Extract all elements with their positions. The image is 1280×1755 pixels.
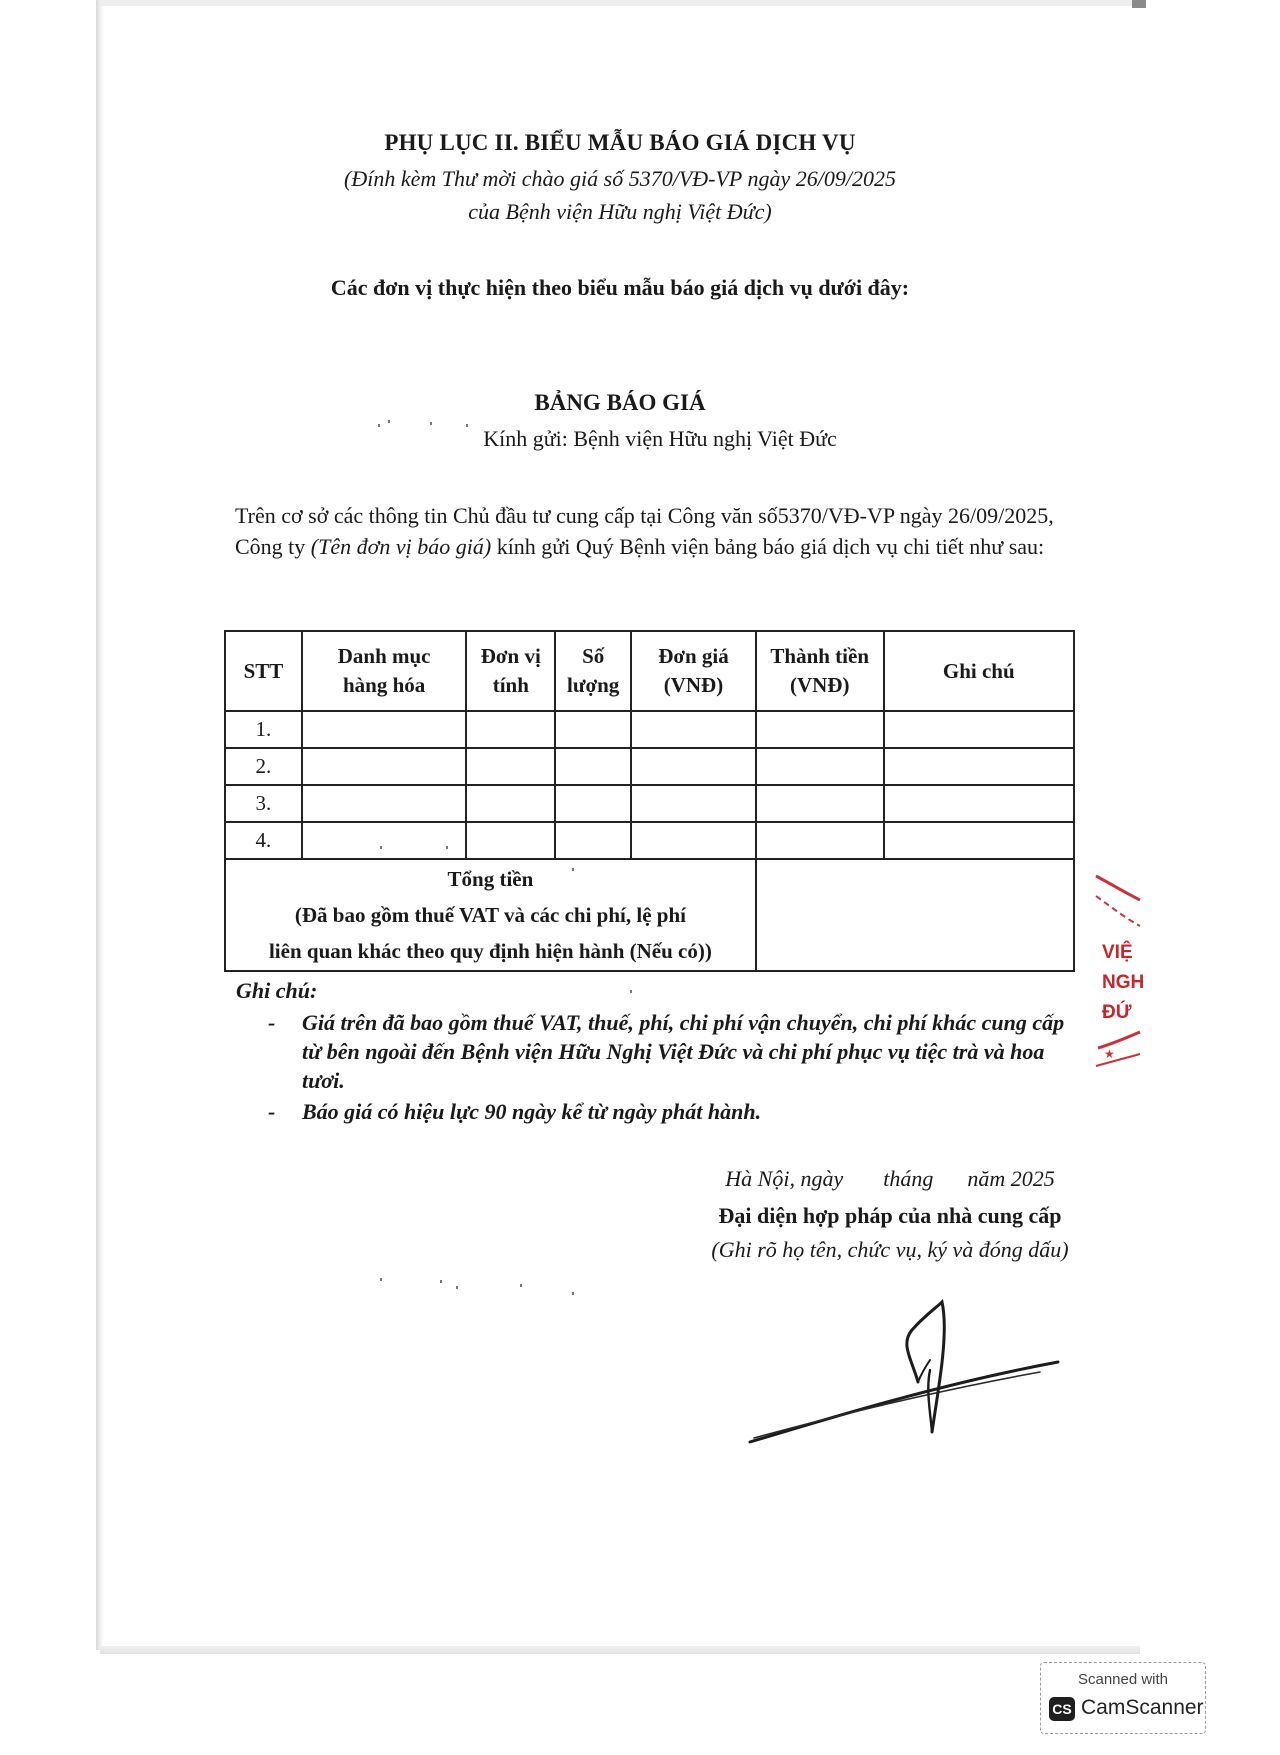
table-total-row: [225, 859, 1074, 971]
cell-unit-price: [631, 822, 756, 859]
cell-note: [884, 822, 1074, 859]
cell-quantity: [555, 785, 631, 822]
header-amount: [756, 631, 884, 711]
stamp-text-line3: ĐỨ: [1102, 1002, 1132, 1023]
scan-speck: [466, 424, 468, 427]
scan-speck: [378, 424, 380, 427]
row-number: 1.: [225, 711, 302, 748]
cell-amount: [756, 711, 884, 748]
scan-speck: [446, 846, 448, 849]
camscanner-badge: [1040, 1662, 1206, 1734]
total-label-line3: liên quan khác theo quy định hiện hành (Nếu có)): [268, 939, 712, 963]
scan-speck: [520, 1284, 522, 1287]
quote-paragraph-part2: kính gửi Quý Bệnh viện bảng báo giá dịch vụ chi tiết như sau:: [491, 534, 1045, 559]
appendix-subtitle-line1: (Đính kèm Thư mời chào giá số 5370/VĐ-VP ngày 26/09/2025: [344, 166, 896, 191]
total-label-line2: (Đã bao gồm thuế VAT và các chi phí, lệ phí: [294, 903, 686, 927]
header-amount-line2: (VNĐ): [789, 673, 850, 697]
cell-quantity: [555, 711, 631, 748]
quote-recipient: Kính gửi: Bệnh viện Hữu nghị Việt Đức: [483, 426, 837, 451]
scan-top-edge: [100, 0, 1140, 6]
cell-unit: [466, 748, 555, 785]
note-text: Báo giá có hiệu lực 90 ngày kể từ ngày phát hành.: [302, 1099, 762, 1124]
cell-quantity: [555, 822, 631, 859]
representative-title: Đại diện hợp pháp của nhà cung cấp: [718, 1203, 1062, 1228]
row-number: 3.: [225, 785, 302, 822]
stamp-text-line1: VIỆ: [1102, 942, 1133, 963]
scan-speck: [630, 990, 632, 993]
signature-date-line: [640, 1166, 1140, 1192]
total-label-line1: Tổng tiền: [447, 867, 534, 891]
scan-speck: [440, 1280, 442, 1283]
cell-quantity: [555, 748, 631, 785]
header-note: Ghi chú: [884, 631, 1074, 711]
date-city: Hà Nội, ngày: [725, 1166, 844, 1191]
cell-unit: [466, 822, 555, 859]
list-item: [262, 1008, 1082, 1095]
scan-bottom-edge: [100, 1646, 1140, 1654]
cell-amount: [756, 785, 884, 822]
header-item-line2: hàng hóa: [342, 673, 426, 697]
cell-amount: [756, 822, 884, 859]
list-item: [262, 1097, 1082, 1126]
header-unit-price-line1: Đơn giá: [658, 644, 729, 668]
cell-item: [302, 748, 467, 785]
appendix-subtitle-line2: của Bệnh viện Hữu nghị Việt Đức): [468, 199, 772, 224]
table-row: [225, 785, 1074, 822]
header-item: [302, 631, 467, 711]
header-unit-price: [631, 631, 756, 711]
header-quantity-line2: lượng: [567, 673, 620, 697]
dash-bullet: -: [268, 1010, 276, 1035]
cell-unit: [466, 785, 555, 822]
total-label: [225, 859, 756, 971]
header-unit: [466, 631, 555, 711]
total-value: [756, 859, 1074, 971]
cell-amount: [756, 748, 884, 785]
scanned-with-caption: Scanned with: [1077, 1671, 1169, 1688]
notes-heading: Ghi chú:: [236, 978, 318, 1003]
scan-speck: [430, 422, 432, 425]
scan-speck: [572, 1292, 574, 1295]
scan-speck: [388, 420, 390, 423]
scan-speck: [380, 846, 382, 849]
intro-instruction: Các đơn vị thực hiện theo biểu mẫu báo giá dịch vụ dưới đây:: [330, 275, 910, 300]
header-stt: STT: [225, 631, 302, 711]
scan-corner-mark: [1132, 0, 1146, 8]
cell-item: [302, 711, 467, 748]
scan-speck: [572, 868, 574, 871]
handwritten-signature: [740, 1300, 1070, 1450]
cell-note: [884, 785, 1074, 822]
cell-unit-price: [631, 785, 756, 822]
table-row: [225, 822, 1074, 859]
header-item-line1: Danh mục: [337, 644, 431, 668]
camscanner-brand: CamScanner: [1081, 1696, 1204, 1719]
cell-unit-price: [631, 711, 756, 748]
cell-unit-price: [631, 748, 756, 785]
cell-unit: [466, 711, 555, 748]
cell-note: [884, 748, 1074, 785]
cell-item: [302, 785, 467, 822]
table-header-row: [225, 631, 1074, 711]
cell-note: [884, 711, 1074, 748]
red-stamp-fragment: [1096, 866, 1145, 1086]
scan-speck: [380, 1278, 382, 1281]
date-month: tháng: [883, 1166, 934, 1191]
table-row: [225, 748, 1074, 785]
cell-item: [302, 822, 467, 859]
stamp-text-line2: NGH: [1102, 972, 1145, 993]
camscanner-logo-icon: CS: [1049, 1697, 1075, 1721]
appendix-title: PHỤ LỤC II. BIỂU MẪU BÁO GIÁ DỊCH VỤ: [384, 130, 856, 155]
quote-title: BẢNG BÁO GIÁ: [534, 390, 706, 415]
quote-table: [224, 630, 1075, 972]
scan-speck: [456, 1286, 458, 1289]
quote-paragraph-company-placeholder: (Tên đơn vị báo giá): [310, 534, 492, 559]
header-quantity: [555, 631, 631, 711]
notes-list: [262, 1008, 1082, 1128]
row-number: 4.: [225, 822, 302, 859]
signature-instruction: (Ghi rõ họ tên, chức vụ, ký và đóng dấu): [711, 1237, 1069, 1262]
date-year: năm 2025: [967, 1166, 1055, 1191]
header-unit-line1: Đơn vị: [480, 644, 541, 668]
scan-left-edge: [96, 0, 104, 1650]
header-quantity-line1: Số: [582, 644, 605, 668]
quote-paragraph-part1: Trên cơ sở các thông tin Chủ đầu tư cung cấp tại Công văn số5370/VĐ-VP ngày 26/09/2025, Công ty: [235, 503, 1054, 559]
table-row: [225, 711, 1074, 748]
quote-paragraph: [235, 500, 1085, 562]
dash-bullet: -: [268, 1099, 276, 1124]
svg-text:★: ★: [1104, 1047, 1115, 1061]
header-unit-price-line2: (VNĐ): [663, 673, 724, 697]
note-text: Giá trên đã bao gồm thuế VAT, thuế, phí, chi phí vận chuyển, chi phí khác cung cấp từ bên ngoài đến Bệnh viện Hữu Nghị Việt Đức và chi phí phục vụ tiệc trà và hoa tươi.: [302, 1010, 1065, 1093]
header-amount-line1: Thành tiền: [770, 644, 870, 668]
row-number: 2.: [225, 748, 302, 785]
header-unit-line2: tính: [492, 673, 529, 697]
